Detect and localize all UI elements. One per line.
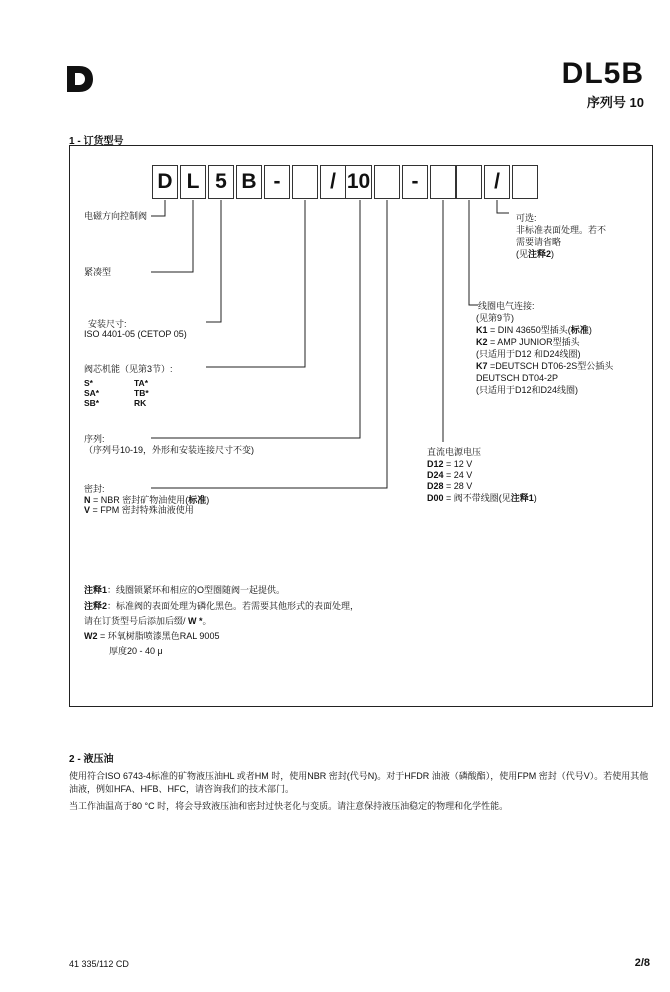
spool-tb: TB* <box>134 388 149 398</box>
code-box-5: - <box>264 165 290 199</box>
spool-rk: RK <box>134 398 147 408</box>
label-spool-title: 阀芯机能（见第3节）: <box>84 364 173 374</box>
spool-ta: TA* <box>134 378 149 388</box>
page-number: 2/8 <box>634 957 650 969</box>
section-2-title: 2 - 液压油 <box>69 754 114 765</box>
note-w2-thickness: 厚度20 - 40 μ <box>109 646 163 656</box>
label-optional-line1: 非标准表面处理。若不 <box>516 225 607 235</box>
document-code: 41 335/112 CD <box>69 959 129 969</box>
label-coil-k7-line2: DEUTSCH DT04-2P <box>476 373 559 383</box>
code-box-1: D <box>152 165 178 199</box>
hydraulic-fluid-paragraph-1: 使用符合ISO 6743-4标准的矿物液压油HL 或者HM 时，使用NBR 密封(代号N)。对于HFDR 油液（磷酸酯），使用FPM 密封（代号V）。若使用其他油液，例如HFA、HFB、HFC，请咨询我们的技术部门。 <box>69 771 649 794</box>
note-1: 注释1：线圈锁紧环和相应的O型圈随阀一起提供。 <box>84 585 286 595</box>
label-series-desc: （序列号10-19，外形和安装连接尺寸不变) <box>84 445 255 455</box>
label-size-title: 安装尺寸: <box>88 319 127 329</box>
spool-s: S* <box>84 378 93 388</box>
label-coil-k2-note: (只适用于D12 和D24线圈) <box>476 349 581 359</box>
label-voltage-d24: D24 = 24 V <box>427 470 473 480</box>
spool-left-list <box>84 378 99 408</box>
label-optional-line3: (见注释2) <box>516 249 555 259</box>
label-voltage-d00: D00 = 阀不带线圈(见注释1) <box>427 493 537 503</box>
code-box-3: 5 <box>208 165 234 199</box>
label-seal-n: N = NBR 密封矿物油使用(标准) <box>84 495 210 505</box>
label-seal-v: V = FPM 密封特殊油液使用 <box>84 505 194 515</box>
hydraulic-fluid-paragraph-2: 当工作油温高于80 °C 时，将会导致液压油和密封过快老化与变质。请注意保持液压油稳定的物理和化学性能。 <box>69 801 509 811</box>
code-box-8: 10 <box>345 165 372 199</box>
label-optional-title: 可选: <box>516 213 537 223</box>
label-size-value: ISO 4401-05 (CETOP 05) <box>84 329 187 339</box>
note-w2: W2 = 环氧树脂喷漆黑色RAL 9005 <box>84 631 220 641</box>
label-coil-k1: K1 = DIN 43650型插头(标准) <box>476 325 592 335</box>
label-coil-title: 线圈电气连接: <box>478 301 535 311</box>
spool-sb: SB* <box>84 398 100 408</box>
code-box-4: B <box>236 165 262 199</box>
label-coil-k2: K2 = AMP JUNIOR型插头 <box>476 337 580 347</box>
label-coil-k7-note: (只适用于D12和D24线圈) <box>476 385 579 395</box>
label-coil-k7: K7 =DEUTSCH DT06-2S型公插头 <box>476 361 614 371</box>
label-voltage-title: 直流电源电压 <box>427 447 482 457</box>
code-box-2: L <box>180 165 206 199</box>
label-series-title: 序列: <box>84 434 105 444</box>
note-2: 注释2：标准阀的表面处理为磷化黑色。若需要其他形式的表面处理， <box>84 601 360 611</box>
spool-sa: SA* <box>84 388 100 398</box>
label-optional-line2: 需要请省略 <box>516 237 562 247</box>
label-voltage-d28: D28 = 28 V <box>427 481 473 491</box>
spool-right-list <box>134 378 149 408</box>
label-voltage-d12: D12 = 12 V <box>427 459 473 469</box>
label-coil-ref: (见第9节) <box>476 313 514 323</box>
section-1-title: 1 - 订货型号 <box>69 136 124 147</box>
code-box-10: - <box>402 165 428 199</box>
label-valve-type: 电磁方向控制阀 <box>84 211 148 221</box>
model-title: DL5B <box>561 57 644 90</box>
note-2-line2: 请在订货型号后添加后缀/ W *。 <box>84 616 212 626</box>
code-box-7: / <box>320 165 346 199</box>
code-box-13: / <box>484 165 510 199</box>
label-seal-title: 密封: <box>84 484 105 494</box>
label-compact: 紧凑型 <box>84 267 112 277</box>
series-number: 序列号 10 <box>586 95 644 110</box>
